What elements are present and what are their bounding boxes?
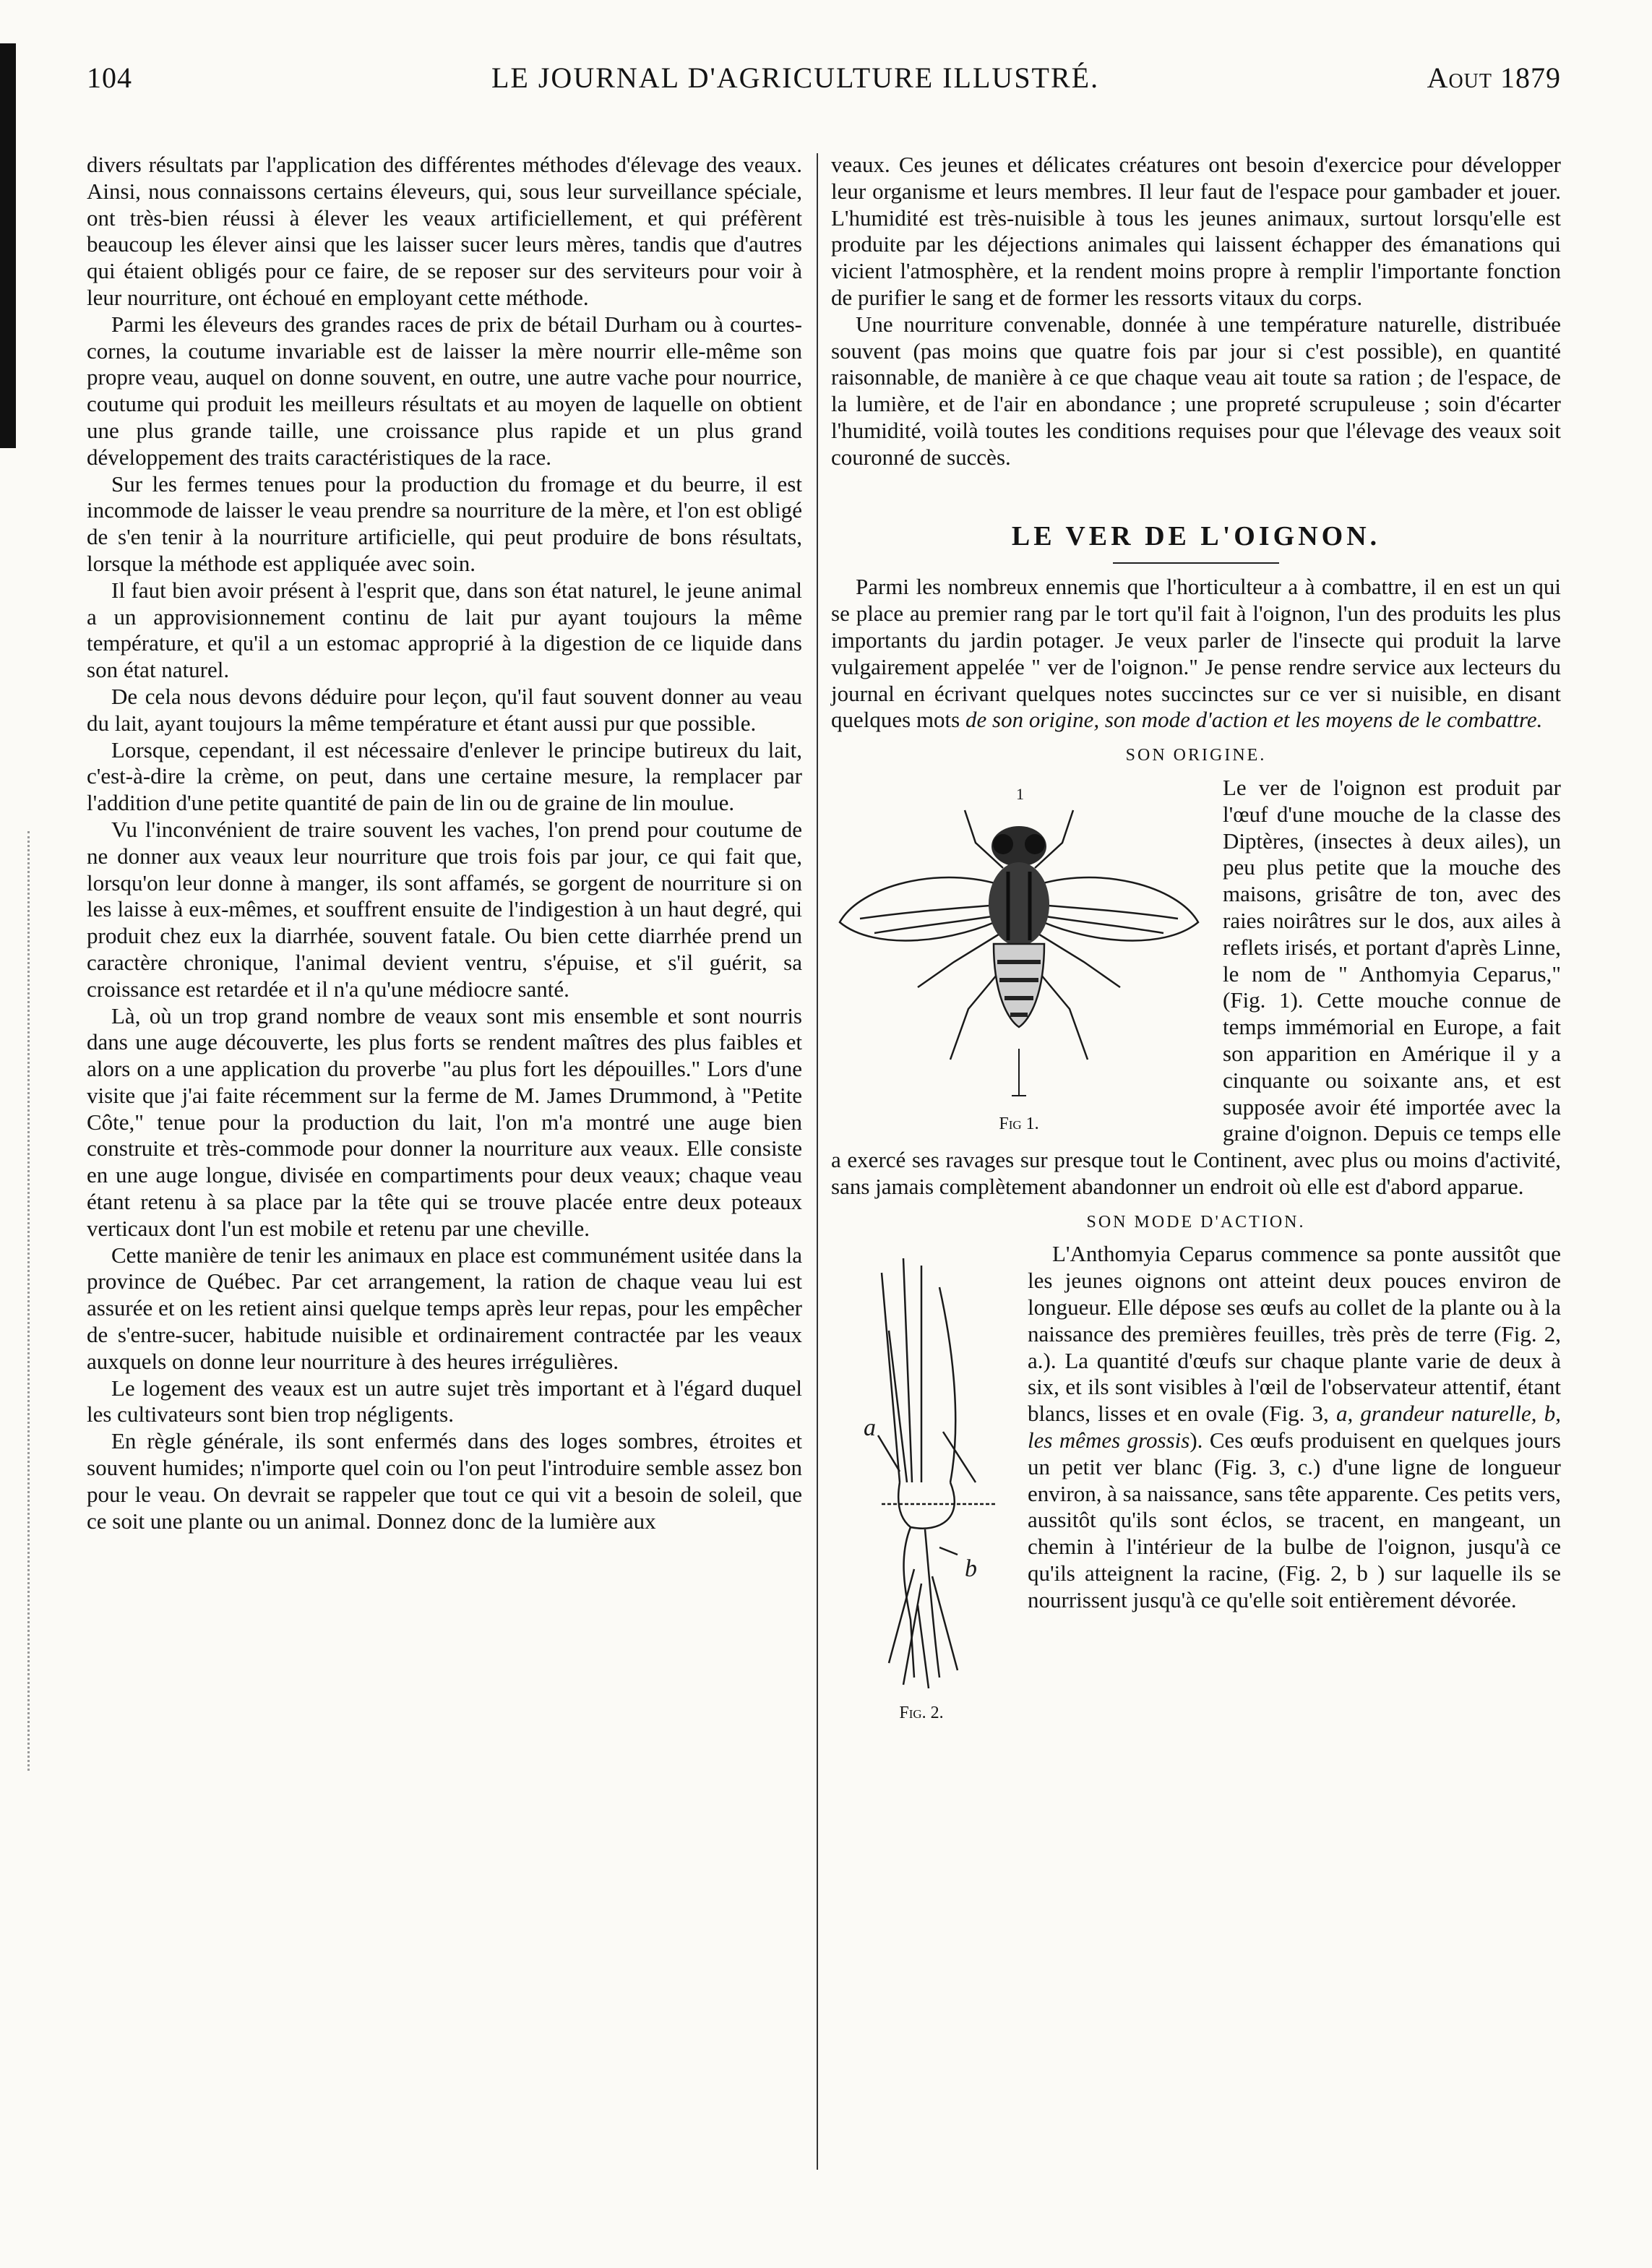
paragraph: Parmi les éleveurs des grandes races de prix de bétail Durham ou à courtes-cornes, la coutume invariable est de laisser la mère nourrir elle-même son propre veau, auquel on donne souvent, en outre, une autre vache pour nourrice, coutume qui produit les meilleurs résultats et au moyen de laquelle on obtient une plus grande taille, une croissance plus rapide et un plus grand développement des traits caractéristiques de la race. (87, 311, 802, 470)
fig2-label-a: a (864, 1414, 876, 1442)
paragraph: veaux. Ces jeunes et délicates créatures ont besoin d'exercice pour développer leur organisme et leurs membres. Il leur faut de l'espace pour gambader et jouer. L'humidité est très-nuisible à tous les jeunes animaux, surtout lorsqu'elle est produite par les déjections animales qui laissent échapper des émanations qui vicient l'atmosphère, et la rendent moins propre à remplir l'importante fonction de purifier le sang et de former les ressorts vitaux du corps. (831, 152, 1561, 310)
paragraph: Il faut bien avoir présent à l'esprit que, dans son état naturel, le jeune animal a un approvisionnement continu de lait pur ayant toujours la même température, et qu'il a un estomac approprié à la digestion de ce liquide dans son état naturel. (87, 577, 802, 683)
paragraph: Sur les fermes tenues pour la production du fromage et du beurre, il est incommode de laisser le veau prendre sa nourriture de la mère, et l'on est obligé de s'en tenir à la nourriture artificielle, qui peut produire de bons résultats, lorsque la méthode est appliquée avec soin. (87, 471, 802, 576)
paragraph: Le logement des veaux est un autre sujet très important et à l'égard duquel les cultivateurs sont bien trop négligents. (87, 1375, 802, 1427)
paragraph: Lorsque, cependant, il est nécessaire d'enlever le principe butireux du lait, c'est-à-dire la crème, on peut, dans une certaine mesure, la remplacer par l'addition d'une petite quantité de pain de lin ou de graine de lin moulue. (87, 736, 802, 816)
paragraph: En règle générale, ils sont enfermés dans des loges sombres, étroites et souvent humides; n'importe quel coin ou l'on peut l'introduire semble assez bon pour le veau. On devrait se rappeler que tout ce qui vit a besoin de soleil, que ce soit une plante ou un animal. Donnez donc de la lumière aux (87, 1428, 802, 1534)
section-title-origine: SON ORIGINE. (1125, 746, 1267, 765)
onion-illustration (831, 1244, 1012, 1692)
section-title-action: SON MODE D'ACTION. (1086, 1212, 1306, 1232)
right-column (831, 152, 1561, 1731)
issue-date: Aout 1879 (1427, 61, 1561, 94)
figure-2-caption: Fig. 2. (899, 1704, 944, 1723)
journal-title: LE JOURNAL D'AGRICULTURE ILLUSTRÉ. (491, 61, 1100, 94)
page-header (87, 61, 1561, 104)
paragraph: Une nourriture convenable, donnée à une température naturelle, distribuée souvent (pas moins que quatre fois par jour si c'est possible), en quantité raisonnable, de manière à ce que chaque veau ait toute sa ration ; de l'espace, de la lumière, et de l'air en abondance ; une propreté scrupuleuse ; soin d'écarter l'humidité, voilà toutes les conditions requises pour que l'élevage des veaux soit couronné de succès. (831, 311, 1561, 470)
paragraph: Vu l'inconvénient de traire souvent les vaches, l'on prend pour coutume de ne donner aux veaux leur nourriture que trois fois par jour, ce qui fait que, lorsqu'on leur donne à manger, ils sont affamés, se gorgent de nourriture si on les laisse à eux-mêmes, et souffrent ensuite de l'indigestion à un haut degré, qui produit chez eux la diarrhée, souvent fatale. Ou bien cette diarrhée prend un caractère chronique, l'animal devient ventru, s'épuise, et s'il guérit, sa croissance est retardée et il n'a qu'une médiocre santé. (87, 816, 802, 1002)
article-title: LE VER DE L'OIGNON. (1011, 520, 1381, 551)
binding-dots (27, 831, 30, 1771)
section-origine-text: Le ver de l'oignon est produit par l'œuf d'une mouche de la classe des Diptères, (insectes à deux ailes), un peu plus petite que la mouche des maisons, grisâtre de ton, avec des raies noirâtres sur le dos, aux ailes à reflets irisés, et portant d'après Linne, le nom de " Anthomyia Ceparus," (Fig. 1). Cette mouche connue de temps immémorial en Europe, a fait son apparition en Amérique il y a cinquante ou soixante ans, et est supposée avoir été importée avec la graine d'oignon. Depuis ce temps elle a exercé ses ravages sur presque tout le Continent, avec plus ou moins d'activité, sans jamais complètement abandonner un endroit où elle est d'abord apparue. (831, 774, 1561, 1199)
title-rule (1113, 562, 1279, 564)
paragraph: De cela nous devons déduire pour leçon, qu'il faut souvent donner au veau du lait, ayant toujours la même température et étant aussi pur que possible. (87, 683, 802, 736)
fly-illustration (831, 778, 1207, 1103)
paragraph: Cette manière de tenir les animaux en place est communément usitée dans la province de Québec. Par cet arrangement, la ration de chaque veau lui est assurée et on les retient ainsi quelque temps après leur repas, pour les empêcher de s'entre-sucer, habitude nuisible et ordinairement contractée par les veaux auxquels on donne leur nourriture à des heures irrégulières. (87, 1242, 802, 1374)
fig2-label-b: b (965, 1555, 977, 1583)
paragraph: divers résultats par l'application des différentes méthodes d'élevage des veaux. Ainsi, nous connaissons certains éleveurs, qui, sous leur surveillance spéciale, ont très-bien réussi à élever les veaux artificiellement, et qui préfèrent beaucoup les élever ainsi que les laisser sucer leurs mères, tandis que d'autres qui étaient obligés pour ce faire, de se reposer sur des serviteurs pour voir à leur nourriture, ont échoué en employant cette méthode. (87, 152, 802, 310)
section-action-text: L'Anthomyia Ceparus commence sa ponte aussitôt que les jeunes oignons ont atteint deux pouces environ de longueur. Elle dépose ses œufs au collet de la plante ou à la naissance des premières feuilles, très près de terre (Fig. 2, a.). La quantité d'œufs sur chaque plante varie de deux à six, et ils sont visibles à l'œil de l'observateur attentif, étant blancs, lisses et en ovale (Fig. 3, a, grandeur naturelle, b, les mêmes grossis). Ces œufs produisent en quelques jours un petit ver blanc (Fig. 3, c.) d'une ligne de longueur environ, à sa naissance, sans tête apparente. Ces petits vers, aussitôt qu'ils sont éclos, se tracent, en mangeant, un chemin à l'intérieur de la bulbe de l'oignon, jusqu'à ce qu'ils atteignent la racine, (Fig. 2, b ) sur laquelle ils se nourrissent jusqu'à ce qu'elle soit entièrement dévorée. (1028, 1241, 1561, 1612)
article-intro: Parmi les nombreux ennemis que l'horticulteur a à combattre, il en est un qui se place au premier rang par le tort qu'il fait à l'oignon, l'un des produits les plus importants du jardin potager. Je veux parler de l'insecte qui produit la larve vulgairement appelée " ver de l'oignon." Je pense rendre service aux lecteurs du journal en écrivant quelques notes succinctes sur ce ver si nuisible, en disant quelques mots de son origine, son mode d'action et les moyens de le combattre. (831, 574, 1561, 733)
figure-1-fly (831, 778, 1207, 1138)
fig3-italic: a, grandeur naturelle, b, les mêmes grossis (1028, 1401, 1561, 1453)
intro-italic: de son origine, son mode d'action et les moyens de le combattre. (965, 707, 1543, 733)
paragraph: Là, où un trop grand nombre de veaux sont mis ensemble et sont nourris dans une auge découverte, les plus forts se rendent maîtres des plus faibles et alors on a une application du proverbe "au plus fort les dépouilles." Lors d'une visite que j'ai faite récemment sur la ferme de M. James Drummond, à "Petite Côte," tenue pour la production du lait, l'on m'a montré une auge bien construite et très-commode pour donner la nourriture aux veaux. Elle consiste en une auge longue, divisée en compartiments pour deux veaux; chaque veau étant retenu à sa place par la tête qui se trouve placée entre deux poteaux verticaux dont l'un est mobile et retenu par une cheville. (87, 1002, 802, 1241)
figure-1-caption: Fig 1. (999, 1114, 1039, 1133)
binding-edge (0, 43, 16, 448)
column-rule (817, 153, 818, 2170)
figure-2-onion (831, 1244, 1012, 1727)
left-column (87, 152, 802, 1534)
fig1-letter: 1 (1016, 784, 1024, 803)
page-number: 104 (87, 61, 132, 94)
